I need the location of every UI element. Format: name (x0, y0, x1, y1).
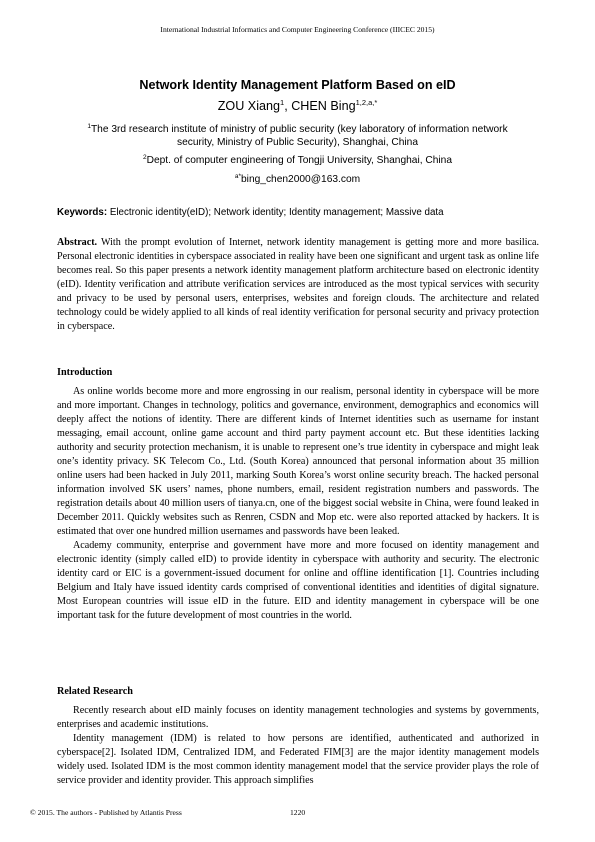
paper-title: Network Identity Management Platform Based on eID (139, 78, 456, 92)
affiliation-text: Dept. of computer engineering of Tongji University, Shanghai, China (146, 155, 453, 166)
introduction-body (57, 385, 539, 623)
affiliation-text: The 3rd research institute of ministry of public security (key laboratory of information network security, Ministry of Public Security), Shanghai, China (90, 124, 508, 148)
page-number: 1220 (290, 808, 306, 817)
abstract-label: Abstract. (57, 237, 98, 248)
keywords-label: Keywords: (57, 207, 108, 218)
keywords (57, 206, 539, 219)
author-superscript: 1 (280, 98, 285, 107)
section-heading-introduction: Introduction (57, 367, 113, 378)
abstract (57, 236, 539, 334)
paragraph: Identity management (IDM) is related to how persons are identified, authenticated and authorized in cyberspace[2]. Isolated IDM, Centralized IDM, and Federated FIM[3] are the major identity management models widely used. Isolated IDM is the most common identity management model that the service provider plays the role of service provider and identity provider. This approach simplifies (57, 733, 539, 786)
author-name: ZOU Xiang (217, 99, 281, 113)
author-line (0, 99, 595, 113)
abstract-text: With the prompt evolution of Internet, network identity management is getting more and more basilica. Personal electronic identities in cyberspace associated in reality have been one significant and urgent task as online life becomes real. So this paper presents a network identity management platform architecture based on electronic identity (eID). Identity verification and attribute verification services are introduced as the most typical services with security and privacy to be used by personal users, enterprises, websites and foreign clouds. The architecture and related technology could be widely applied to all kinds of real identity verification for personal security and privacy protection in cyberspace. (57, 237, 539, 332)
email-text: bing_chen2000@163.com (241, 174, 361, 185)
affiliation-1 (80, 123, 515, 149)
author-email (80, 173, 515, 186)
author-separator: , (284, 99, 292, 113)
author-superscript: 1,2,a,* (355, 98, 378, 107)
paragraph: Recently research about eID mainly focuses on identity management technologies and systems by governments, enterprises and academic institutions. (57, 705, 539, 730)
email-superscript: a* (234, 173, 242, 180)
footer-copyright: © 2015. The authors - Published by Atlantis Press (30, 808, 182, 817)
author-name: CHEN Bing (291, 99, 356, 113)
affiliation-2 (80, 154, 515, 167)
paragraph: Academy community, enterprise and government have more and more focused on identity management and electronic identity (simply called eID) to provide identity in cyberspace with authority and security. The electronic identity card or EIC is a government-issued document for online and offline identification [1]. Countries including Belgium and Italy have issued identity cards comprised of conventional identities and identities of digital signature. Most European countries will issue eID in the future. EID and identity management in cyberspace will be one important task for the future development of most countries in the world. (57, 540, 539, 621)
affiliation-superscript: 2 (142, 154, 147, 161)
paragraph: As online worlds become more and more engrossing in our realism, personal identity in cyberspace will be more and more important. Changes in technology, politics and governance, environment, demographics and economics will deeply affect the notions of identity. There are different kinds of Internet identities such as username for instant messaging, email account, online game account and third party payment account etc. But these identities lacking authority and security protection mechanism, it is unable to represent one’s true identity in cyberspace and might leak one’s identity privacy. SK Telecom Co., Ltd. (South Korea) announced that personal information about 35 million online users had been hacked in July 2011, marking South Korea’s worst online security breach. The hacked personal information involved SK users’ names, phone numbers, email, resident registration numbers and passwords. The registration details about 40 million users of tianya.cn, one of the biggest social website in China, were found leaked in December 2011. Quickly websites such as Renren, CSDN and Mop etc. were also reported attacked by hackers. It is estimated that over one hundred million usernames and passwords have been leaked. (57, 386, 539, 537)
affiliation-superscript: 1 (87, 123, 91, 130)
conference-header: International Industrial Informatics and Computer Engineering Conference (IIICEC 2015) (160, 25, 435, 34)
section-heading-related-research: Related Research (57, 686, 133, 697)
keywords-text: Electronic identity(eID); Network identity; Identity management; Massive data (107, 207, 444, 218)
related-research-body (57, 704, 539, 788)
